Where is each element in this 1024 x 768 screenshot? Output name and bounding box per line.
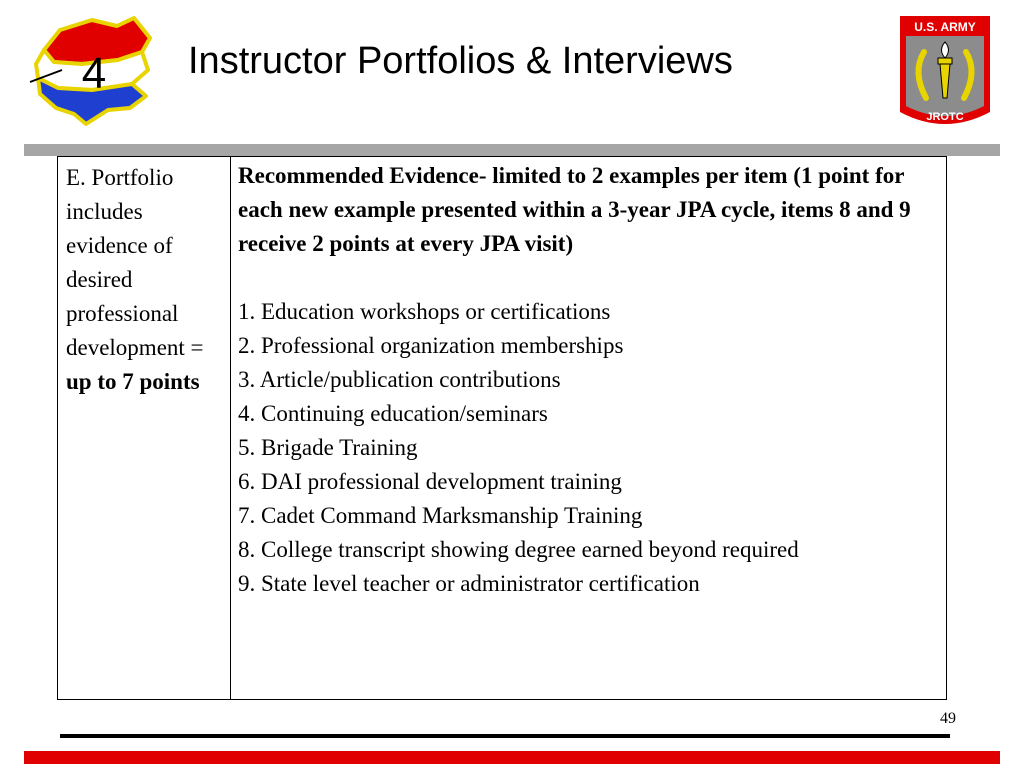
footer-red-bar <box>24 751 1000 764</box>
criterion-text: E. Portfolio includes evidence of desired professional development = <box>66 165 204 360</box>
evidence-item: 3. Article/publication contributions <box>238 367 561 392</box>
header-divider <box>24 144 1000 156</box>
state-map-logo-4 <box>22 12 162 142</box>
shield-bottom-text: JROTC <box>926 111 964 123</box>
evidence-heading: Recommended Evidence- limited to 2 examples per item (1 point for each new example presented within a 3-year JPA cycle, items 8 and 9 receive 2 points at every JPA visit) <box>238 163 911 256</box>
page-title: Instructor Portfolios & Interviews <box>188 40 733 82</box>
criterion-points: up to 7 points <box>66 369 200 394</box>
evidence-item: 1. Education workshops or certifications <box>238 299 611 324</box>
badge-number: 4 <box>81 49 107 98</box>
us-army-jrotc-shield-logo <box>896 12 994 134</box>
evidence-table <box>57 156 947 700</box>
evidence-list <box>238 295 940 601</box>
criterion-cell <box>58 157 231 700</box>
evidence-item: 7. Cadet Command Marksmanship Training <box>238 503 643 528</box>
evidence-item: 9. State level teacher or administrator certification <box>238 571 700 596</box>
evidence-cell <box>231 157 947 700</box>
evidence-item: 2. Professional organization memberships <box>238 333 624 358</box>
page-number: 49 <box>940 710 956 727</box>
evidence-item: 6. DAI professional development training <box>238 469 622 494</box>
evidence-item: 8. College transcript showing degree earned beyond required <box>238 537 799 562</box>
evidence-item: 5. Brigade Training <box>238 435 418 460</box>
footer-line <box>60 734 950 738</box>
shield-top-text: U.S. ARMY <box>914 20 976 34</box>
evidence-item: 4. Continuing education/seminars <box>238 401 548 426</box>
